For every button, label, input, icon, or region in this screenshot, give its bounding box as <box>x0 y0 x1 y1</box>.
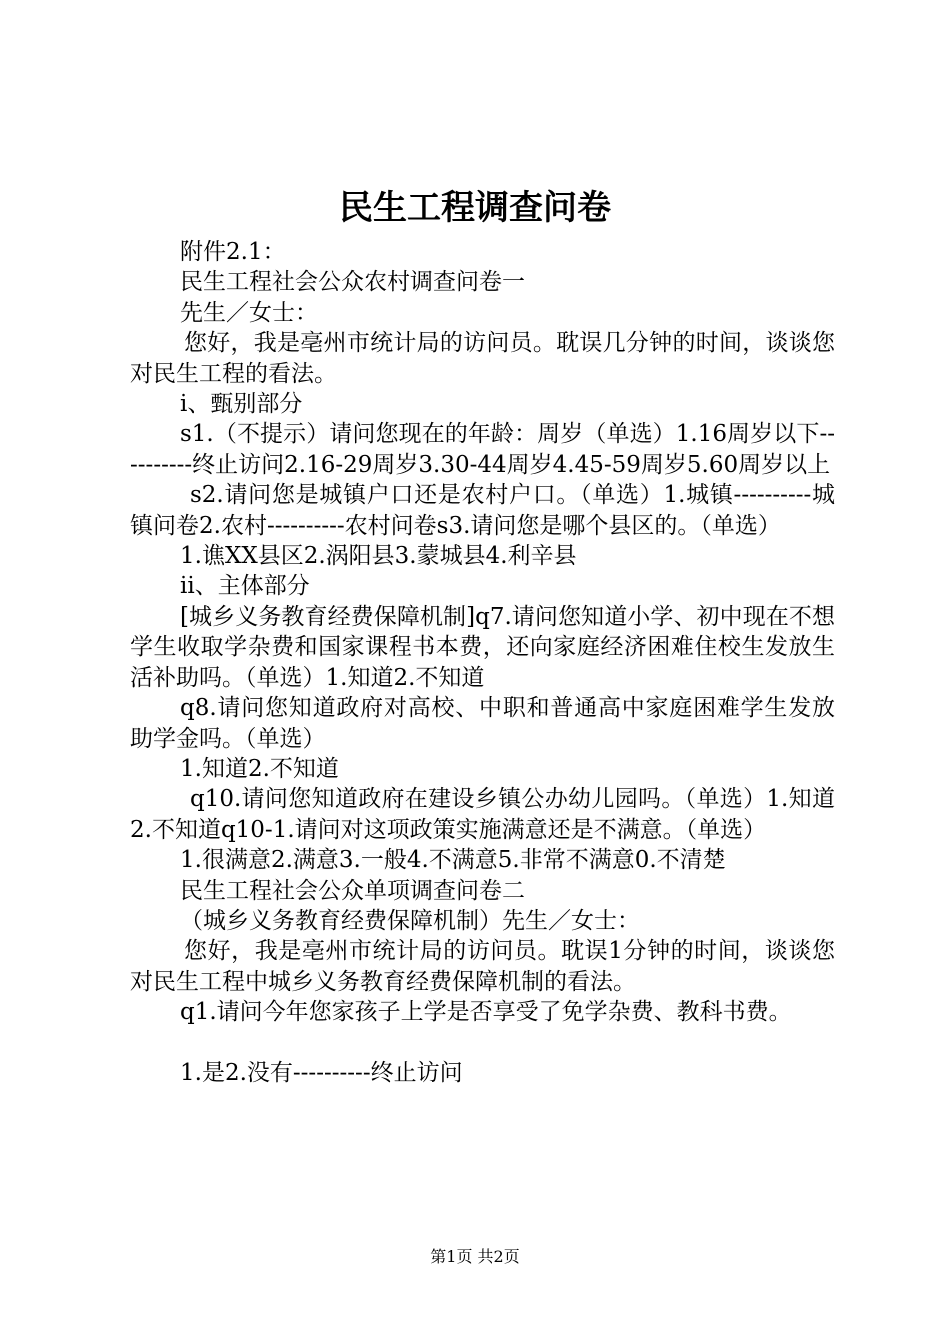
section-heading: ii、主体部分 <box>180 573 310 600</box>
section-heading: i、甄别部分 <box>180 391 303 418</box>
paragraph: 1.是2.没有----------终止访问 <box>180 1059 463 1086</box>
paragraph: s2.请问您是城镇户口还是农村户口。（单选）1.城镇----------城镇问卷2.农村----------农村问卷s3.请问您是哪个县区的。（单选） <box>130 482 835 539</box>
paragraph: q1.请问今年您家孩子上学是否享受了免学杂费、教科书费。 <box>180 999 792 1026</box>
paragraph: 1.谯XX县区2.涡阳县3.蒙城县4.利辛县 <box>180 543 577 570</box>
paragraph: 您好，我是亳州市统计局的访问员。耽误1分钟的时间，谈谈您对民生工程中城乡义务教育经费保障机制的看法。 <box>130 938 835 995</box>
paragraph: （城乡义务教育经费保障机制）先生／女士： <box>180 907 640 934</box>
paragraph: 1.知道2.不知道 <box>180 755 339 782</box>
paragraph-gap <box>130 1028 835 1058</box>
paragraph: 您好，我是亳州市统计局的访问员。耽误几分钟的时间，谈谈您对民生工程的看法。 <box>130 330 835 387</box>
paragraph: q10.请问您知道政府在建设乡镇公办幼儿园吗。（单选）1.知道2.不知道q10-1.请问对这项政策实施满意还是不满意。（单选） <box>130 786 835 843</box>
paragraph: 先生／女士： <box>180 299 318 326</box>
paragraph: 1.很满意2.满意3.一般4.不满意5.非常不满意0.不清楚 <box>180 847 726 874</box>
paragraph: 民生工程社会公众单项调查问卷二 <box>180 877 525 904</box>
paragraph: q8.请问您知道政府对高校、中职和普通高中家庭困难学生发放助学金吗。（单选） <box>130 695 835 752</box>
paragraph: [城乡义务教育经费保障机制]q7.请问您知道小学、初中现在不想学生收取学杂费和国家课程书本费，还向家庭经济困难住校生发放生活补助吗。（单选）1.知道2.不知道 <box>130 603 835 691</box>
paragraph: 民生工程社会公众农村调查问卷一 <box>180 269 525 296</box>
document-body <box>130 237 835 1088</box>
page-footer: 第1页 共2页 <box>430 1247 520 1266</box>
paragraph: s1.（不提示）请问您现在的年龄：周岁（单选）1.16周岁以下----------终止访问2.16-29周岁3.30-44周岁4.45-59周岁5.60周岁以上 <box>130 421 835 478</box>
page-title: 民生工程调查问卷 <box>339 188 611 228</box>
paragraph: 附件2.1： <box>180 239 286 265</box>
